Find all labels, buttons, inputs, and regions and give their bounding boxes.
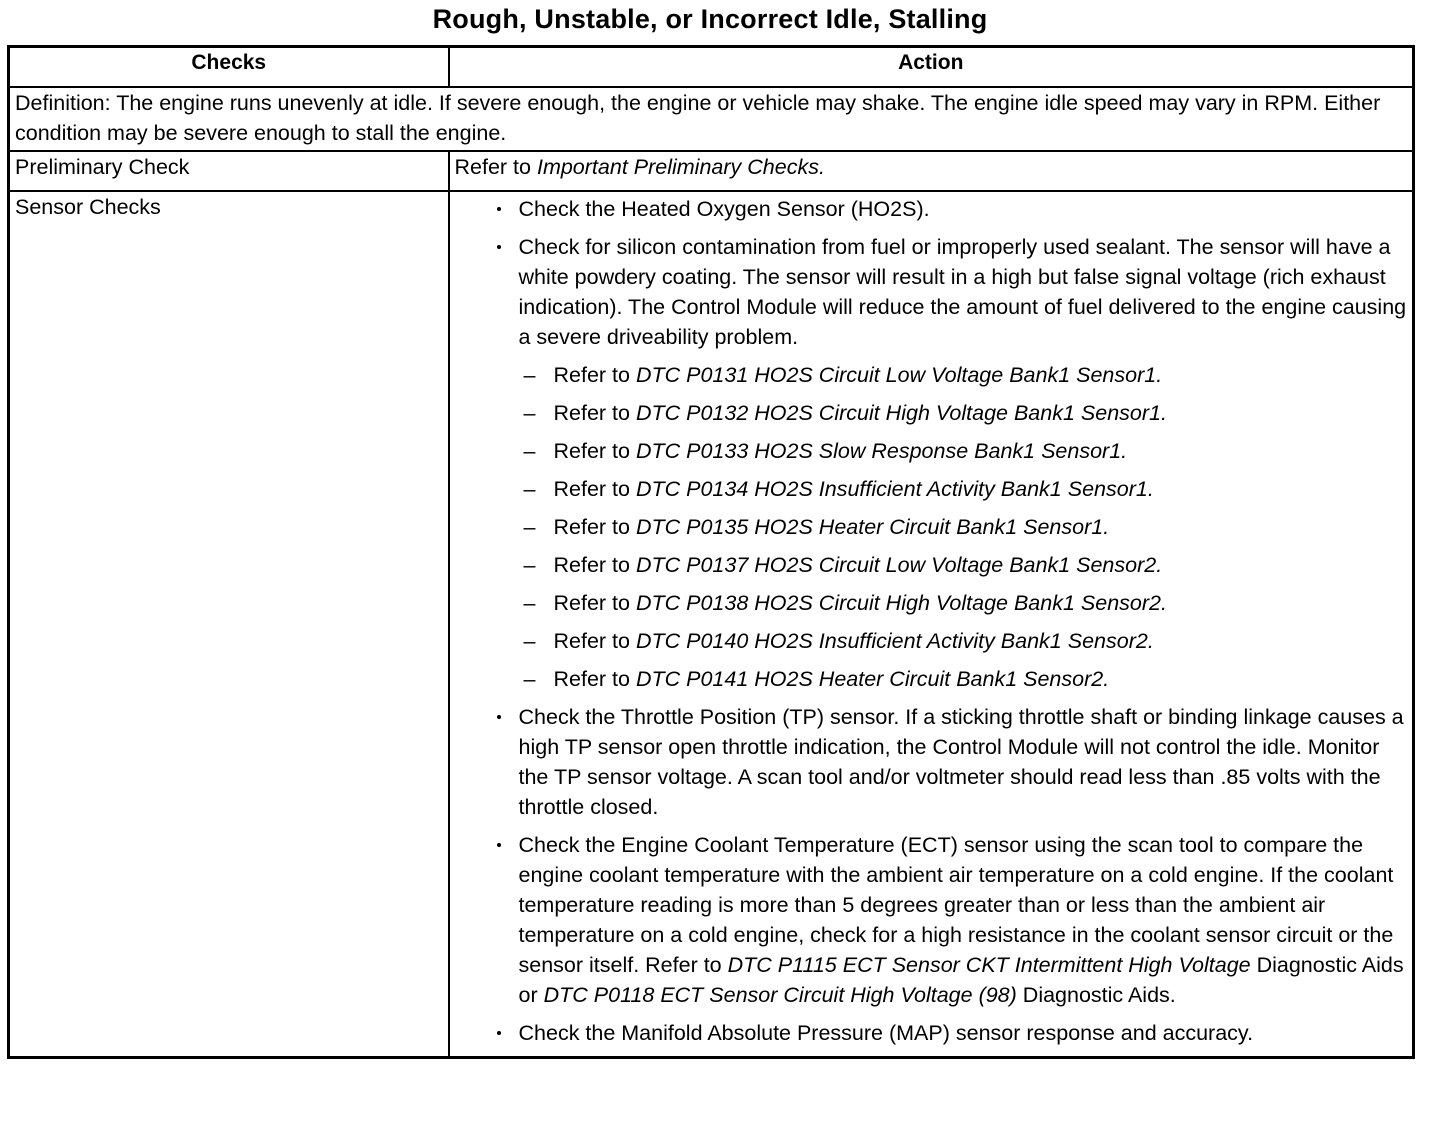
sensor-bullet-list — [455, 194, 1408, 1048]
list-item — [523, 588, 1408, 618]
refer-prefix: Refer to — [553, 401, 630, 425]
list-item — [519, 702, 1408, 822]
list-item — [523, 512, 1408, 542]
dash-icon: – — [523, 591, 536, 615]
list-item — [523, 550, 1408, 580]
refer-prefix: Refer to — [553, 629, 630, 653]
dtc-reference: DTC P0132 HO2S Circuit High Voltage Bank1 Sensor1. — [635, 401, 1167, 425]
sensor-actions — [449, 191, 1414, 1058]
dtc-reference-list — [519, 360, 1408, 694]
dash-icon: – — [523, 439, 536, 463]
list-item — [523, 474, 1408, 504]
dtc-reference: DTC P0134 HO2S Insufficient Activity Bank1 Sensor1. — [635, 477, 1154, 501]
page-title: Rough, Unstable, or Incorrect Idle, Stalling — [432, 4, 988, 34]
refer-prefix: Refer to — [553, 667, 630, 691]
list-item — [519, 232, 1408, 694]
bullet-text: Check the Throttle Position (TP) sensor. If a sticking throttle shaft or binding linkage causes a high TP sensor open throttle indication, the Control Module will not control the idle. Monitor the TP sensor voltage. A scan tool and/or voltmeter should read less than .85 volts with the throttle closed. — [518, 705, 1404, 819]
bullet-text: Diagnostic Aids or — [518, 953, 1404, 1007]
header-action: Action — [449, 47, 1414, 88]
dash-icon: – — [523, 363, 536, 387]
list-item — [523, 626, 1408, 656]
bullet-text: Check the Heated Oxygen Sensor (HO2S). — [518, 197, 930, 221]
list-item — [523, 664, 1408, 694]
preliminary-action-ref: Important Preliminary Checks. — [536, 155, 825, 179]
preliminary-check-label: Preliminary Check — [9, 151, 449, 191]
dtc-reference: DTC P0118 ECT Sensor Circuit High Voltage (98) — [543, 983, 1017, 1007]
bullet-icon — [497, 715, 501, 719]
dash-icon: – — [523, 553, 536, 577]
dtc-reference: DTC P0133 HO2S Slow Response Bank1 Sensor1. — [635, 439, 1128, 463]
sensor-row — [9, 191, 1414, 1058]
list-item — [523, 398, 1408, 428]
dash-icon: – — [523, 477, 536, 501]
dtc-reference: DTC P1115 ECT Sensor CKT Intermittent High Voltage — [727, 953, 1251, 977]
preliminary-row — [9, 151, 1414, 191]
bullet-text: Check for silicon contamination from fuel or improperly used sealant. The sensor will have a white powdery coating. The sensor will result in a high but false signal voltage (rich exhaust indication). The Control Module will reduce the amount of fuel delivered to the engine causing a severe driveability problem. — [518, 235, 1407, 349]
header-checks: Checks — [9, 47, 449, 88]
dtc-reference: DTC P0141 HO2S Heater Circuit Bank1 Sensor2. — [635, 667, 1110, 691]
bullet-text: Diagnostic Aids. — [1022, 983, 1176, 1007]
diagnostic-table — [7, 45, 1415, 1059]
refer-prefix: Refer to — [553, 553, 630, 577]
definition-text: Definition: The engine runs unevenly at idle. If severe enough, the engine or vehicle may shake. The engine idle speed may vary in RPM. Either condition may be severe enough to stall the engine. — [9, 87, 1414, 151]
list-item — [523, 436, 1408, 466]
refer-prefix: Refer to — [553, 439, 630, 463]
dash-icon: – — [523, 515, 536, 539]
bullet-icon — [497, 245, 501, 249]
refer-prefix: Refer to — [553, 591, 630, 615]
list-item — [519, 194, 1408, 224]
dtc-reference: DTC P0137 HO2S Circuit Low Voltage Bank1 Sensor2. — [635, 553, 1163, 577]
preliminary-action — [449, 151, 1414, 191]
sensor-check-label: Sensor Checks — [9, 191, 449, 1058]
bullet-text: Check the Manifold Absolute Pressure (MAP) sensor response and accuracy. — [518, 1021, 1254, 1045]
list-item — [519, 1018, 1408, 1048]
dtc-reference: DTC P0138 HO2S Circuit High Voltage Bank1 Sensor2. — [635, 591, 1167, 615]
header-row — [9, 47, 1414, 88]
dash-icon: – — [523, 667, 536, 691]
preliminary-action-prefix: Refer to — [454, 155, 531, 179]
definition-row — [9, 87, 1414, 151]
dash-icon: – — [523, 629, 536, 653]
dtc-reference: DTC P0140 HO2S Insufficient Activity Bank1 Sensor2. — [635, 629, 1154, 653]
bullet-icon — [497, 1031, 501, 1035]
bullet-text: Check the Engine Coolant Temperature (ECT) sensor using the scan tool to compare the engine coolant temperature with the ambient air temperature on a cold engine. If the coolant temperature reading is more than 5 degrees greater than or less than the ambient air temperature on a cold engine, check for a high resistance in the coolant sensor circuit or the sensor itself. Refer to — [518, 833, 1394, 977]
dtc-reference: DTC P0131 HO2S Circuit Low Voltage Bank1 Sensor1. — [635, 363, 1163, 387]
bullet-icon — [497, 207, 501, 211]
refer-prefix: Refer to — [553, 363, 630, 387]
list-item — [519, 830, 1408, 1010]
bullet-icon — [497, 843, 501, 847]
refer-prefix: Refer to — [553, 515, 630, 539]
dtc-reference: DTC P0135 HO2S Heater Circuit Bank1 Sensor1. — [635, 515, 1110, 539]
dash-icon: – — [523, 401, 536, 425]
list-item — [523, 360, 1408, 390]
refer-prefix: Refer to — [553, 477, 630, 501]
